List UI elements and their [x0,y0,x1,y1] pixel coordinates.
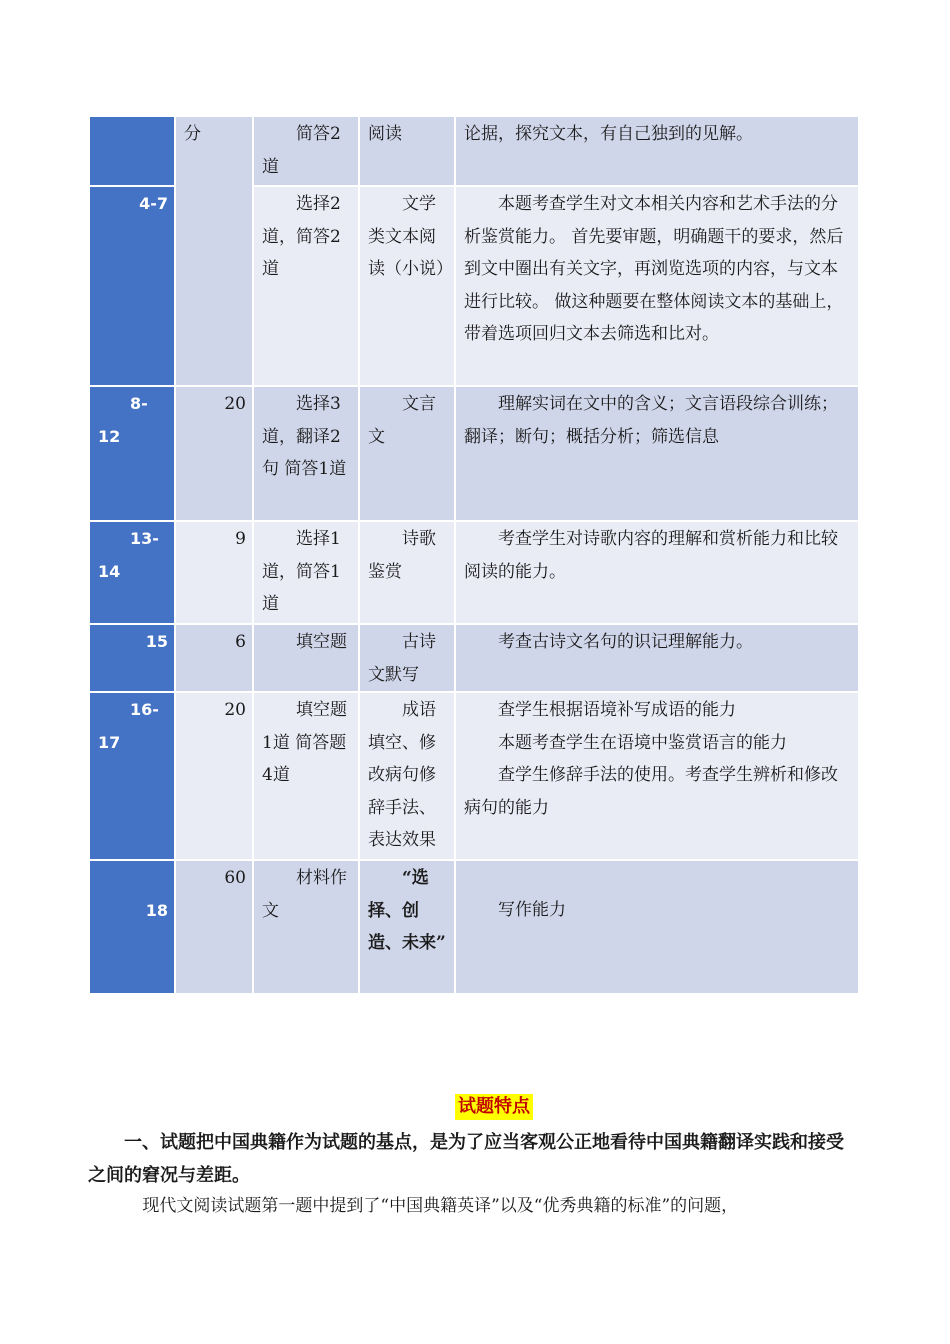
question-number-cell: 4-7 [89,186,175,386]
question-number-text: 16-17 [98,700,159,752]
content-cell: 阅读 [359,116,455,186]
description-cell: 论据，探究文本，有自己独到的见解。 [455,116,859,186]
question-type-cell [253,186,359,386]
table-row [89,116,859,186]
score-cell: 9 [175,521,253,624]
content-cell [359,860,455,994]
content-text: 成语填空、修改病句修辞手法、表达效果 [368,700,436,850]
content-cell [359,386,455,521]
description-text: 考查古诗文名句的识记理解能力。 [498,632,753,652]
table-row [89,624,859,692]
question-number-text: 18 [145,901,168,921]
score-cell: 20 [175,692,253,860]
question-type-cell [253,386,359,521]
description-text: 考查学生对诗歌内容的理解和赏析能力和比较阅读的能力。 [464,529,838,582]
heading-1: 一、试题把中国典籍作为试题的基点，是为了应当客观公正地看待中国典籍翻译实践和接受之间的窘况与差距。 [88,1132,844,1186]
description-line: 本题考查学生在语境中鉴赏语言的能力 [498,732,787,753]
score-cell: 6 [175,624,253,692]
score-cell: 20 [175,386,253,521]
description-cell [455,860,859,994]
content-cell [359,186,455,386]
question-type-cell [253,692,359,860]
content-text: 古诗文默写 [368,632,436,685]
content-cell [359,624,455,692]
table-row [89,860,859,994]
table-row [89,521,859,624]
description-cell [455,624,859,692]
score-cell: 60 [175,860,253,994]
question-type-text: 填空题1道 简答题4道 [262,700,347,785]
description-line: 查学生修辞手法的使用。考查学生辨析和修改病句的能力 [464,765,838,818]
description-cell [455,186,859,386]
question-number-cell [89,860,175,994]
content-text: 文言文 [368,394,436,447]
question-type-cell [253,624,359,692]
question-type-cell [253,860,359,994]
content-text: 文学类文本阅读（小说） [368,194,453,279]
table-row [89,692,859,860]
description-text: 写作能力 [498,900,566,920]
section-title: 试题特点 [455,1094,533,1120]
content-cell [359,692,455,860]
question-type-cell [253,116,359,186]
description-cell [455,521,859,624]
content-cell [359,521,455,624]
question-number-text: 13-14 [98,529,159,581]
question-type-cell [253,521,359,624]
question-number-cell [89,386,175,521]
score-cell: 分 [175,116,253,386]
question-type-text: 填空题 [296,632,347,652]
table-row [89,386,859,521]
question-number-text: 8-12 [98,394,148,446]
question-type-text: 材料作文 [262,868,347,921]
paragraph-1: 现代文阅读试题第一题中提到了“中国典籍英译”以及“优秀典籍的标准”的问题， [142,1196,739,1216]
question-number-cell [89,692,175,860]
description-line: 查学生根据语境补写成语的能力 [498,700,736,720]
content-text: 诗歌鉴赏 [368,529,436,582]
exam-structure-table [88,115,860,995]
question-number-cell [89,521,175,624]
description-cell [455,692,859,860]
description-text: 本题考查学生对文本相关内容和艺术手法的分析鉴赏能力。 首先要审题，明确题干的要求，然后到文中圈出有关文字，再浏览选项的内容，与文本进行比较。 做这种题要在整体阅读文本的基础上，带着选项回归文本去筛选和比对。 [464,194,844,344]
question-number-cell: 15 [89,624,175,692]
content-text: “选择、创造、未来” [368,868,446,953]
description-cell [455,386,859,521]
question-type-text: 选择2道，简答2道 [262,194,341,279]
description-text: 理解实词在文中的含义；文言语段综合训练；翻译；断句；概括分析；筛选信息 [464,394,838,447]
question-type-text: 选择3道，翻译2句 简答1道 [262,394,347,479]
question-type-text: 简答2道 [262,124,341,177]
question-type-text: 选择1道，简答1道 [262,529,341,614]
question-number-cell [89,116,175,186]
